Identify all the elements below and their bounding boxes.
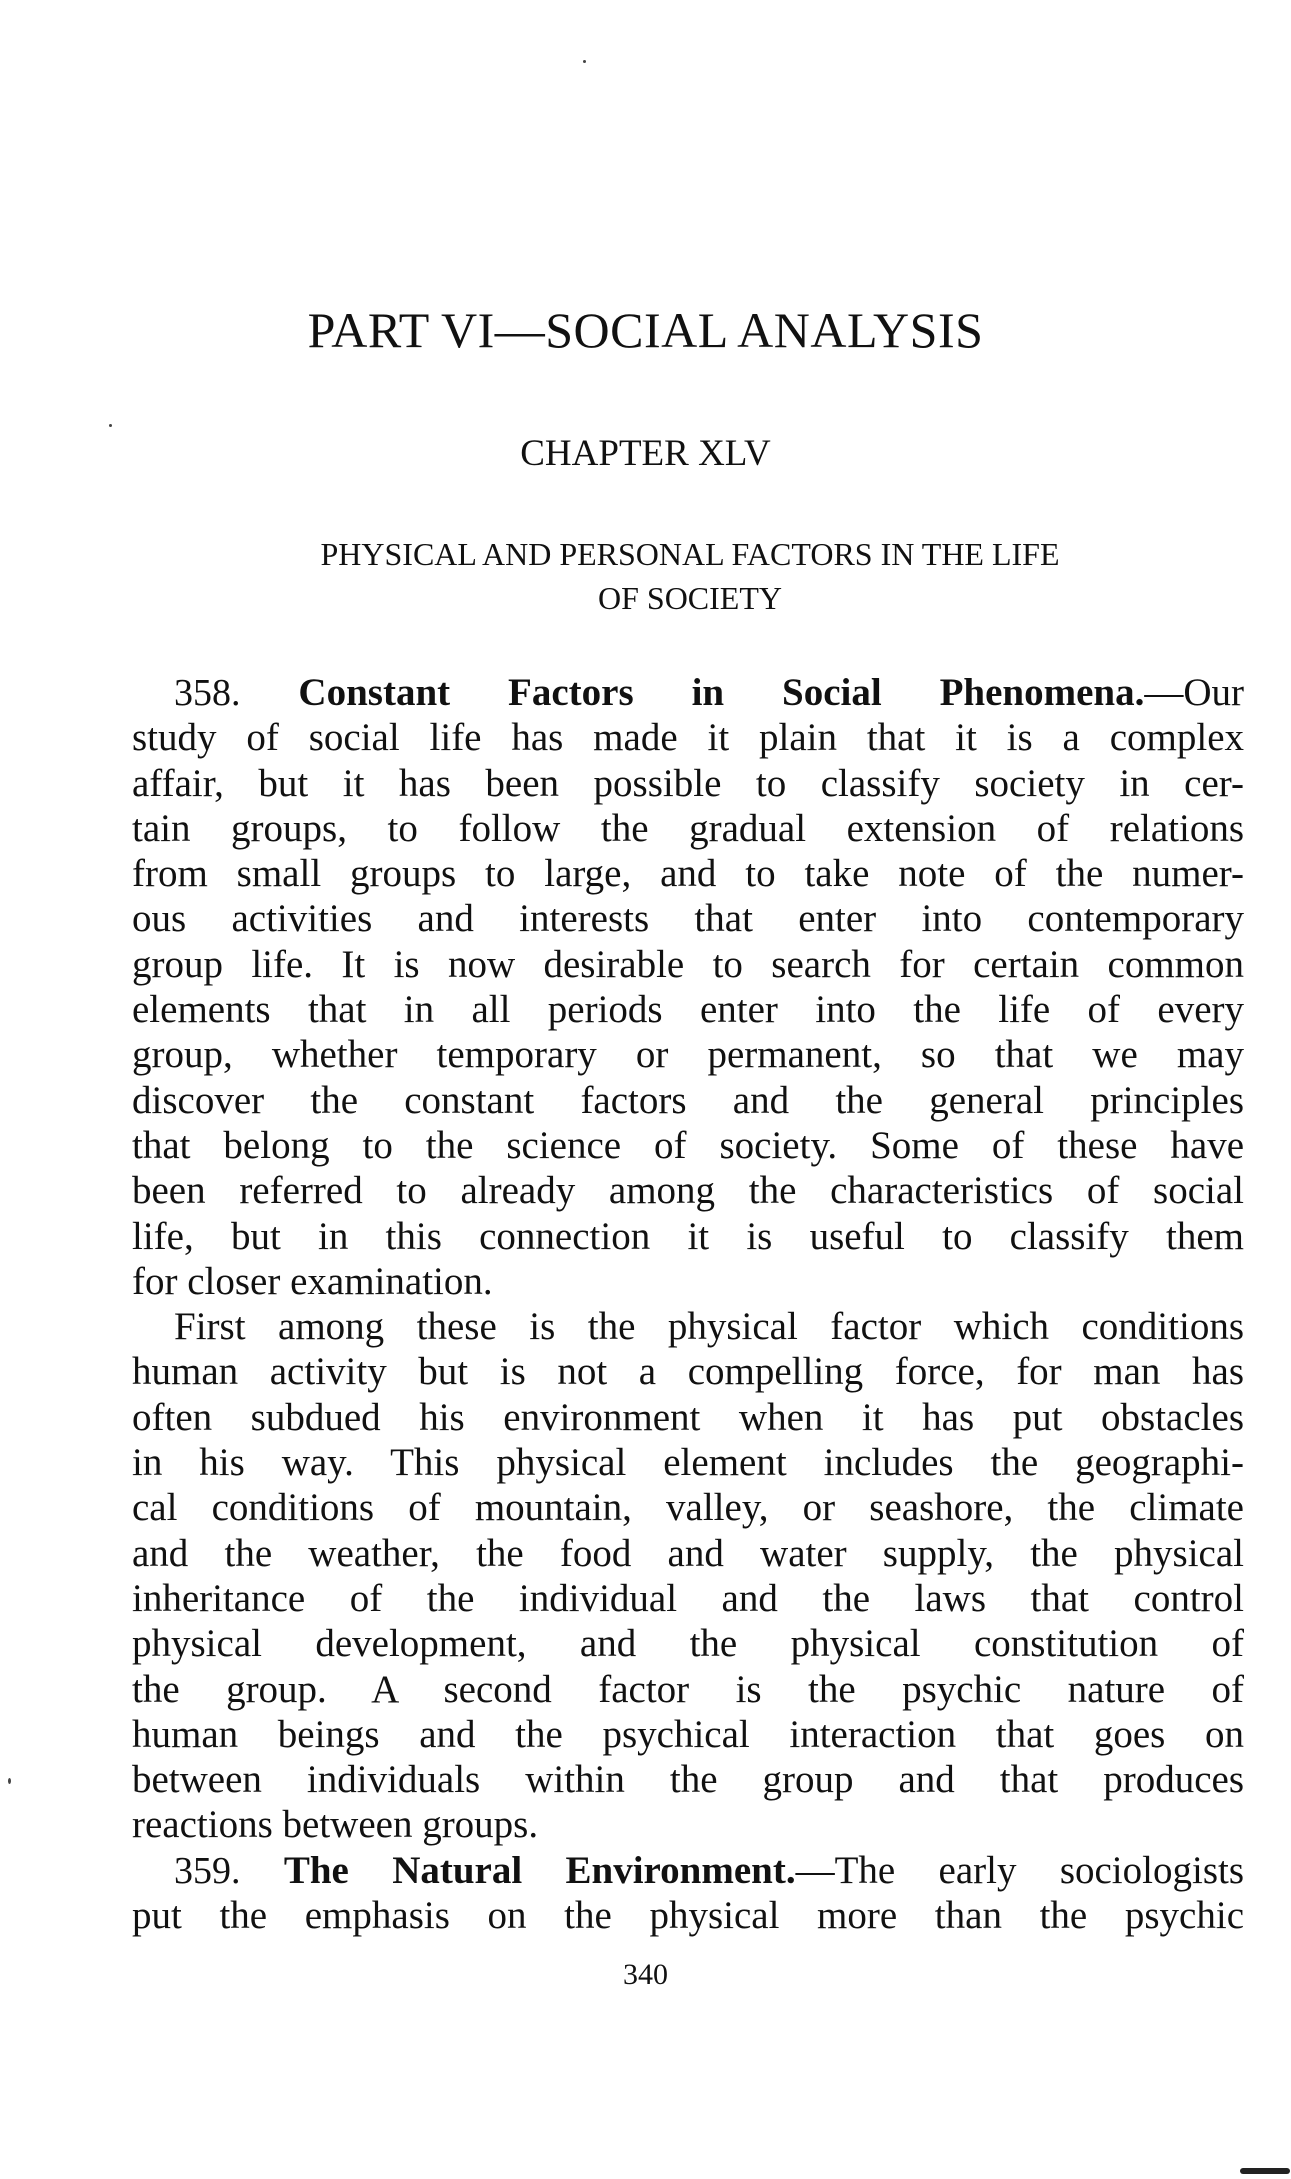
chapter-label: CHAPTER XLV bbox=[520, 433, 771, 474]
text-line: been referred to already among the characteristics of social bbox=[132, 1169, 1244, 1213]
section-number: 359. bbox=[174, 1849, 241, 1892]
section-lead: —Our bbox=[1144, 671, 1245, 714]
text-line: between individuals within the group and that produces bbox=[132, 1758, 1244, 1802]
chapter-title bbox=[160, 532, 1220, 620]
section-lead: —The early sociologists bbox=[795, 1848, 1245, 1892]
text-line: First among these is the physical factor which conditions bbox=[174, 1305, 1244, 1349]
text-line: ous activities and interests that enter into contemporary bbox=[132, 897, 1244, 941]
section-heading-line bbox=[132, 670, 1244, 715]
scan-speck bbox=[583, 60, 586, 63]
text-line: study of social life has made it plain that it is a complex bbox=[132, 716, 1244, 760]
section-number: 358. bbox=[174, 672, 241, 714]
text-line: human beings and the psychical interaction that goes on bbox=[132, 1712, 1244, 1756]
text-line: discover the constant factors and the general principles bbox=[132, 1078, 1244, 1122]
text-line: inheritance of the individual and the laws that control bbox=[132, 1576, 1244, 1620]
text-line: tain groups, to follow the gradual extension of relations bbox=[132, 806, 1244, 850]
text-line: reactions between groups. bbox=[132, 1803, 539, 1847]
text-line: group, whether temporary or permanent, so that we may bbox=[132, 1033, 1244, 1077]
section-heading: Constant Factors in Social Phenomena. bbox=[298, 671, 1145, 714]
text-line: affair, but it has been possible to classify society in cer- bbox=[132, 761, 1244, 805]
scan-speck bbox=[8, 1778, 11, 1784]
chapter-title-line: PHYSICAL AND PERSONAL FACTORS IN THE LIFE bbox=[320, 536, 1060, 572]
text-line: often subdued his environment when it has put obstacles bbox=[132, 1395, 1244, 1439]
scan-speck bbox=[109, 424, 112, 427]
text-line: physical development, and the physical constitution of bbox=[132, 1622, 1244, 1666]
text-line: for closer examination. bbox=[132, 1259, 493, 1303]
text-line: life, but in this connection it is useful to classify them bbox=[132, 1214, 1244, 1258]
text-line: the group. A second factor is the psychic nature of bbox=[132, 1667, 1244, 1711]
text-line: elements that in all periods enter into the life of every bbox=[132, 988, 1244, 1032]
part-title: PART VI—SOCIAL ANALYSIS bbox=[307, 302, 984, 358]
text-line: from small groups to large, and to take note of the numer- bbox=[132, 852, 1244, 896]
chapter-title-line: OF SOCIETY bbox=[597, 580, 782, 616]
text-line: in his way. This physical element includes the geographi- bbox=[132, 1441, 1244, 1485]
page-number: 340 bbox=[623, 1958, 668, 1991]
text-line: put the emphasis on the physical more than the psychic bbox=[132, 1894, 1244, 1938]
section-heading-line bbox=[132, 1848, 1244, 1893]
text-line: group life. It is now desirable to search for certain common bbox=[132, 942, 1244, 986]
text-line: that belong to the science of society. Some of these have bbox=[132, 1123, 1244, 1167]
text-line: and the weather, the food and water supply, the physical bbox=[132, 1531, 1244, 1575]
body-text bbox=[132, 670, 1244, 1938]
scan-speck bbox=[1240, 2168, 1290, 2174]
section-heading: The Natural Environment. bbox=[283, 1848, 796, 1892]
text-line: human activity but is not a compelling force, for man has bbox=[132, 1350, 1244, 1394]
text-line: cal conditions of mountain, valley, or seashore, the climate bbox=[132, 1486, 1244, 1530]
